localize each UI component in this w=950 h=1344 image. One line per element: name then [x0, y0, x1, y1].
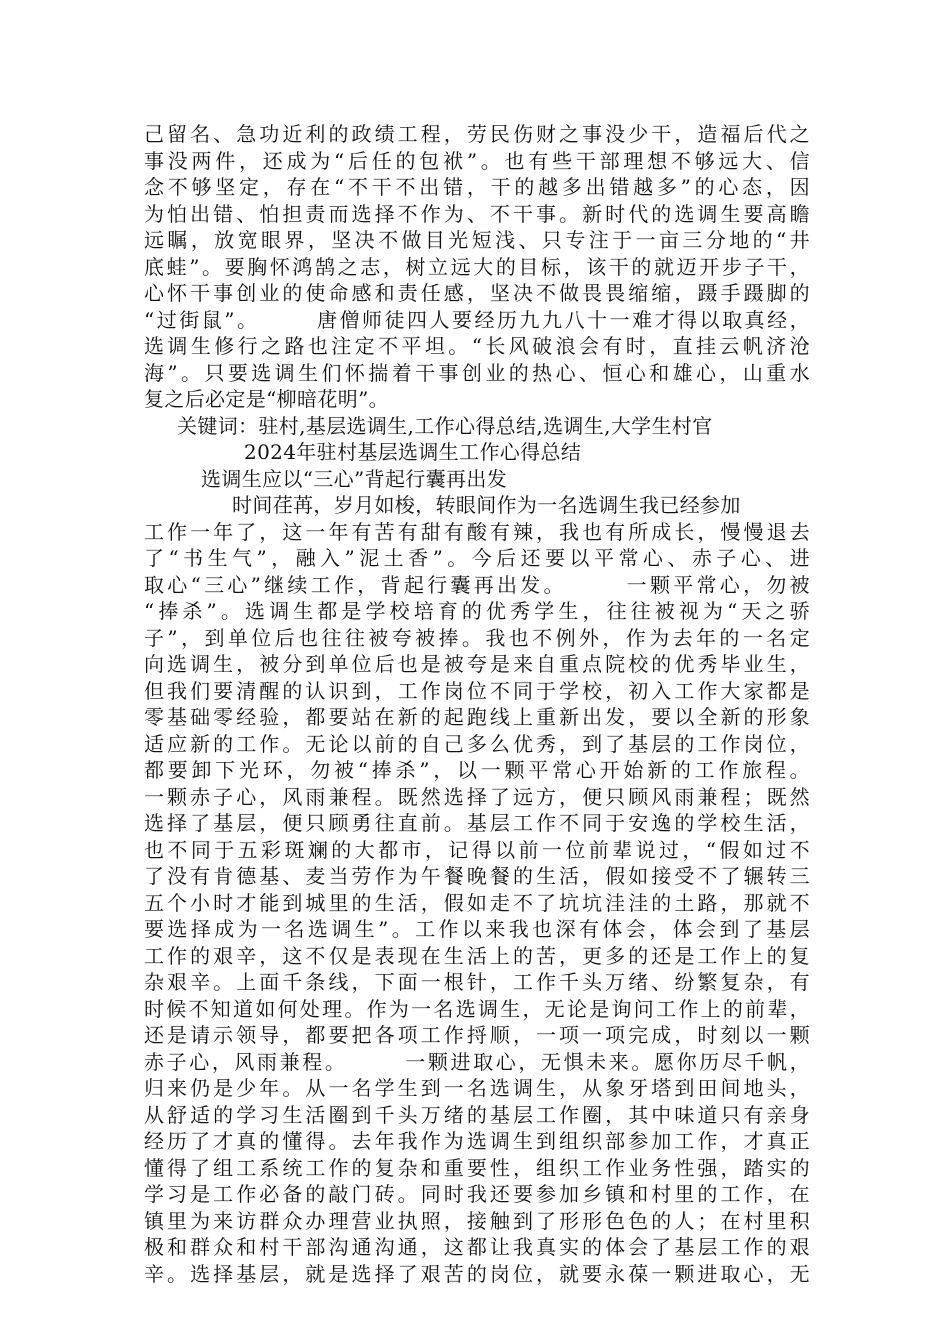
keywords-line: 关键词：驻村,基层选调生,工作心得总结,选调生,大学生村官 [177, 413, 713, 438]
document-title: 2024年驻村基层选调生工作心得总结 [244, 440, 582, 464]
paragraph-line: 向选调生，被分到单位后也是被夸是来自重点院校的优秀毕业生， [144, 652, 810, 676]
paragraph-line: 取心“三心”继续工作，背起行囊再出发。 一颗平常心，勿被 [144, 572, 810, 597]
document-subtitle: 选调生应以“三心”背起行囊再出发 [201, 466, 508, 491]
paragraph-line: 工作一年了，这一年有苦有甜有酸有辣，我也有所成长，慢慢退去 [144, 519, 810, 544]
paragraph-line: 远瞩，放宽眼界，坚决不做目光短浅、只专注于一亩三分地的“井 [144, 228, 810, 252]
paragraph-line: 海”。只要选调生们怀揣着干事创业的热心、恒心和雄心，山重水 [144, 360, 810, 385]
paragraph-line: 了“书生气”，融入”泥土香”。今后还要以平常心、赤子心、进 [144, 546, 810, 570]
document-body [144, 121, 810, 1287]
paragraph-line: 五个小时才能到城里的生活，假如走不了坑坑洼洼的土路，那就不 [144, 890, 810, 915]
paragraph-line: 经历了才真的懂得。去年我作为选调生到组织部参加工作，才真正 [144, 1129, 810, 1153]
paragraph-line: 底蛙”。要胸怀鸿鹄之志，树立远大的目标，该干的就迈开步子干， [144, 254, 810, 279]
paragraph-line: 念不够坚定，存在“不干不出错，干的越多出错越多”的心态，因 [144, 175, 810, 199]
paragraph-line: 要选择成为一名选调生”。工作以来我也深有体会，体会到了基层 [144, 917, 810, 941]
paragraph-line: 懂得了组工系统工作的复杂和重要性，组织工作业务性强，踏实的 [144, 1155, 810, 1180]
paragraph-line: 从舒适的学习生活圈到千头万绪的基层工作圈，其中味道只有亲身 [144, 1102, 810, 1127]
paragraph-line: 时间荏苒，岁月如梭，转眼间作为一名选调生我已经参加 [232, 493, 741, 517]
paragraph-line: 心怀干事创业的使命感和责任感，坚决不做畏畏缩缩，蹑手蹑脚的 [144, 281, 810, 305]
paragraph-line: 适应新的工作。无论以前的自己多么优秀，到了基层的工作岗位， [144, 731, 810, 756]
paragraph-line: 事没两件，还成为“后任的包袱”。也有些干部理想不够远大、信 [144, 148, 810, 173]
paragraph-line: 零基础零经验，都要站在新的起跑线上重新出发，要以全新的形象 [144, 705, 810, 729]
paragraph-line: 己留名、急功近利的政绩工程，劳民伤财之事没少干，造福后代之 [144, 122, 810, 146]
paragraph-line: 复之后必定是“柳暗花明”。 [144, 387, 389, 411]
paragraph-line: “过街鼠”。 唐僧师徒四人要经历九九八十一难才得以取真经， [144, 307, 810, 332]
paragraph-line: 辛。选择基层，就是选择了艰苦的岗位，就要永葆一颗进取心，无 [144, 1261, 810, 1286]
paragraph-line: 都要卸下光环，勿被“捧杀”，以一颗平常心开始新的工作旅程。 [144, 758, 810, 782]
paragraph-line: 时候不知道如何处理。作为一名选调生，无论是询问工作上的前辈， [144, 996, 810, 1021]
paragraph-line: 为怕出错、怕担责而选择不作为、不干事。新时代的选调生要高瞻 [144, 201, 810, 226]
paragraph-line: 一颗赤子心，风雨兼程。既然选择了远方，便只顾风雨兼程；既然 [144, 784, 810, 809]
paragraph-line: 学习是工作必备的敲门砖。同时我还要参加乡镇和村里的工作，在 [144, 1182, 810, 1206]
paragraph-line: 了没有肯德基、麦当劳作为午餐晚餐的生活，假如接受不了辗转三 [144, 864, 810, 888]
paragraph-line: 也不同于五彩斑斓的大都市，记得以前一位前辈说过，“假如过不 [144, 837, 810, 862]
paragraph-line: 赤子心，风雨兼程。 一颗进取心，无惧未来。愿你历尽千帆， [144, 1049, 810, 1074]
paragraph-line: 归来仍是少年。从一名学生到一名选调生，从象牙塔到田间地头， [144, 1076, 810, 1100]
paragraph-line: 选择了基层，便只顾勇往直前。基层工作不同于安逸的学校生活， [144, 811, 810, 835]
paragraph-line: 工作的艰辛，这不仅是表现在生活上的苦，更多的还是工作上的复 [144, 943, 810, 968]
paragraph-line: 选调生修行之路也注定不平坦。“长风破浪会有时，直挂云帆济沧 [144, 334, 810, 358]
paragraph-line: 镇里为来访群众办理营业执照，接触到了形形色色的人；在村里积 [144, 1208, 810, 1233]
paragraph-line: 还是请示领导，都要把各项工作捋顺，一项一项完成，时刻以一颗 [144, 1023, 810, 1047]
paragraph-line: 子”，到单位后也往往被夸被捧。我也不例外，作为去年的一名定 [144, 625, 810, 650]
paragraph-line: 杂艰辛。上面千条线，下面一根针，工作千头万绪、纷繁复杂，有 [144, 970, 810, 994]
paragraph-line: “捧杀”。选调生都是学校培育的优秀学生，往往被视为“天之骄 [144, 599, 810, 623]
paragraph-line: 但我们要清醒的认识到，工作岗位不同于学校，初入工作大家都是 [144, 678, 810, 703]
paragraph-line: 极和群众和村干部沟通沟通，这都让我真实的体会了基层工作的艰 [144, 1235, 810, 1259]
